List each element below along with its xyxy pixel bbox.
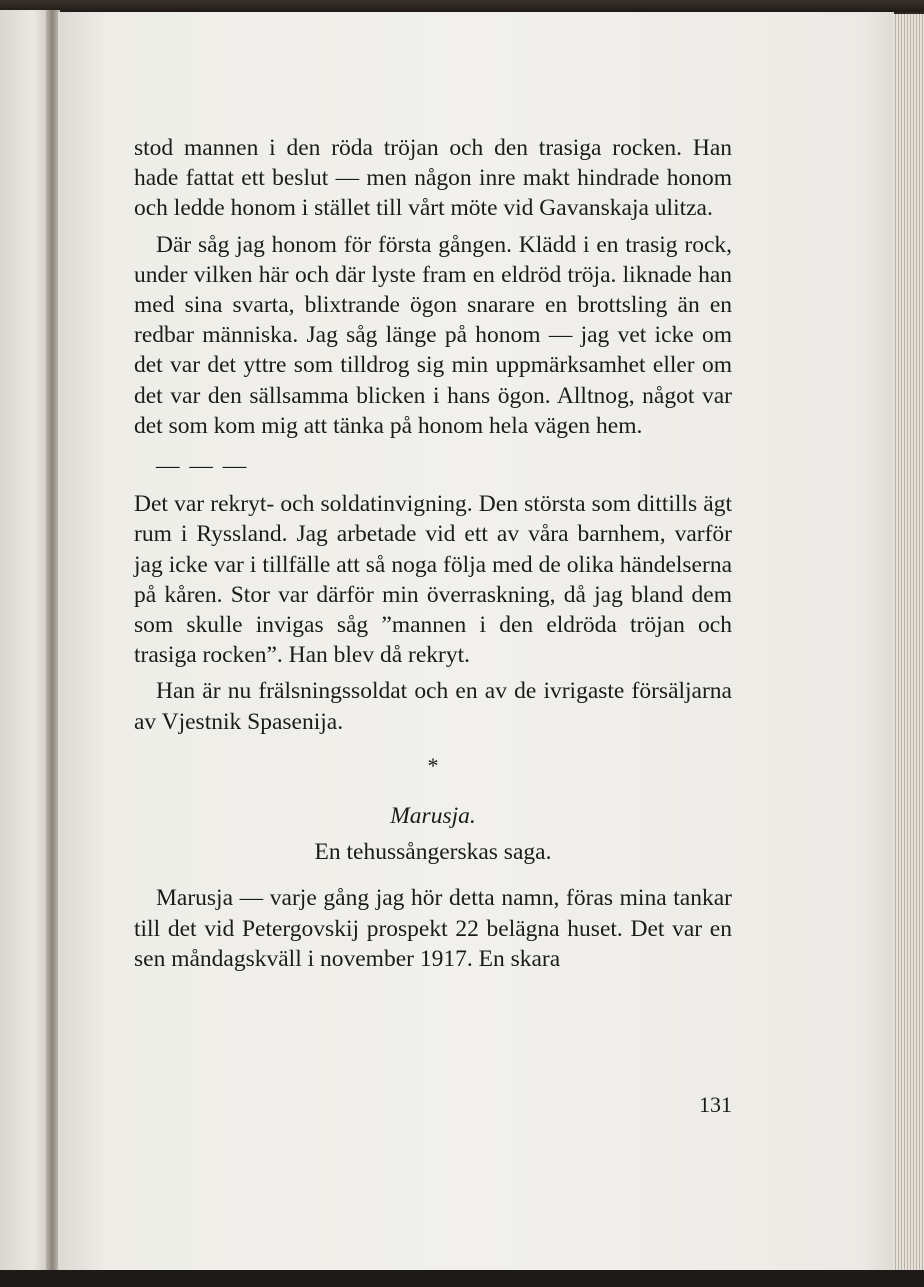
chapter-subtitle: En tehussångerskas saga.	[314, 839, 552, 866]
chapter-title: Marusja.	[390, 803, 476, 830]
left-page-edge	[0, 10, 48, 1272]
asterism: *	[427, 752, 439, 778]
book-top-edge	[0, 0, 924, 12]
paragraph-2: Där såg jag honom för första gången. Klädd i en trasig rock, under vilken här och där lyste fram en eldröd tröja. liknade han med sina svarta, blixtrande ögon snarare en brottsling än en redbar människa. Jag såg länge på honom — jag vet icke om det var det yttre som tilldrog sig min uppmärksamhet eller om det var den sällsamma blicken i hans ögon. Alltnog, något var det som kom mig att tänka på honom hela vägen hem.	[134, 231, 732, 439]
paragraph-3: Det var rekryt- och soldatinvigning. Den största som dittills ägt rum i Ryssland. Jag arbetade vid ett av våra barnhem, varför jag icke var i tillfälle att så noga följa med de olika händelserna på kåren. Stor var därför min överraskning, då jag bland dem som skulle invigas såg ”mannen i den eldröda tröjan och trasiga rocken”. Han blev då rekryt.	[134, 491, 732, 669]
page-number: 131	[699, 1092, 732, 1117]
paragraph-5: Marusja — varje gång jag hör detta namn, föras mina tankar till det vid Petergovskij prospekt 22 belägna huset. Det var en sen måndagskväll i november 1917. En skara	[134, 885, 732, 972]
section-break: — — —	[156, 453, 249, 480]
book-bottom-edge	[0, 1270, 924, 1287]
paragraph-4: Han är nu frälsningssoldat och en av de ivrigaste försäljarna av Vjestnik Spasenija.	[134, 678, 732, 735]
page-stack-edge	[893, 14, 924, 1272]
paragraph-1: stod mannen i den röda tröjan och den trasiga rocken. Han hade fattat ett beslut — men någon inre makt hindrade honom och ledde honom i stället till vårt möte vid Gavanskaja ulitza.	[134, 135, 732, 222]
page-text	[134, 133, 732, 974]
